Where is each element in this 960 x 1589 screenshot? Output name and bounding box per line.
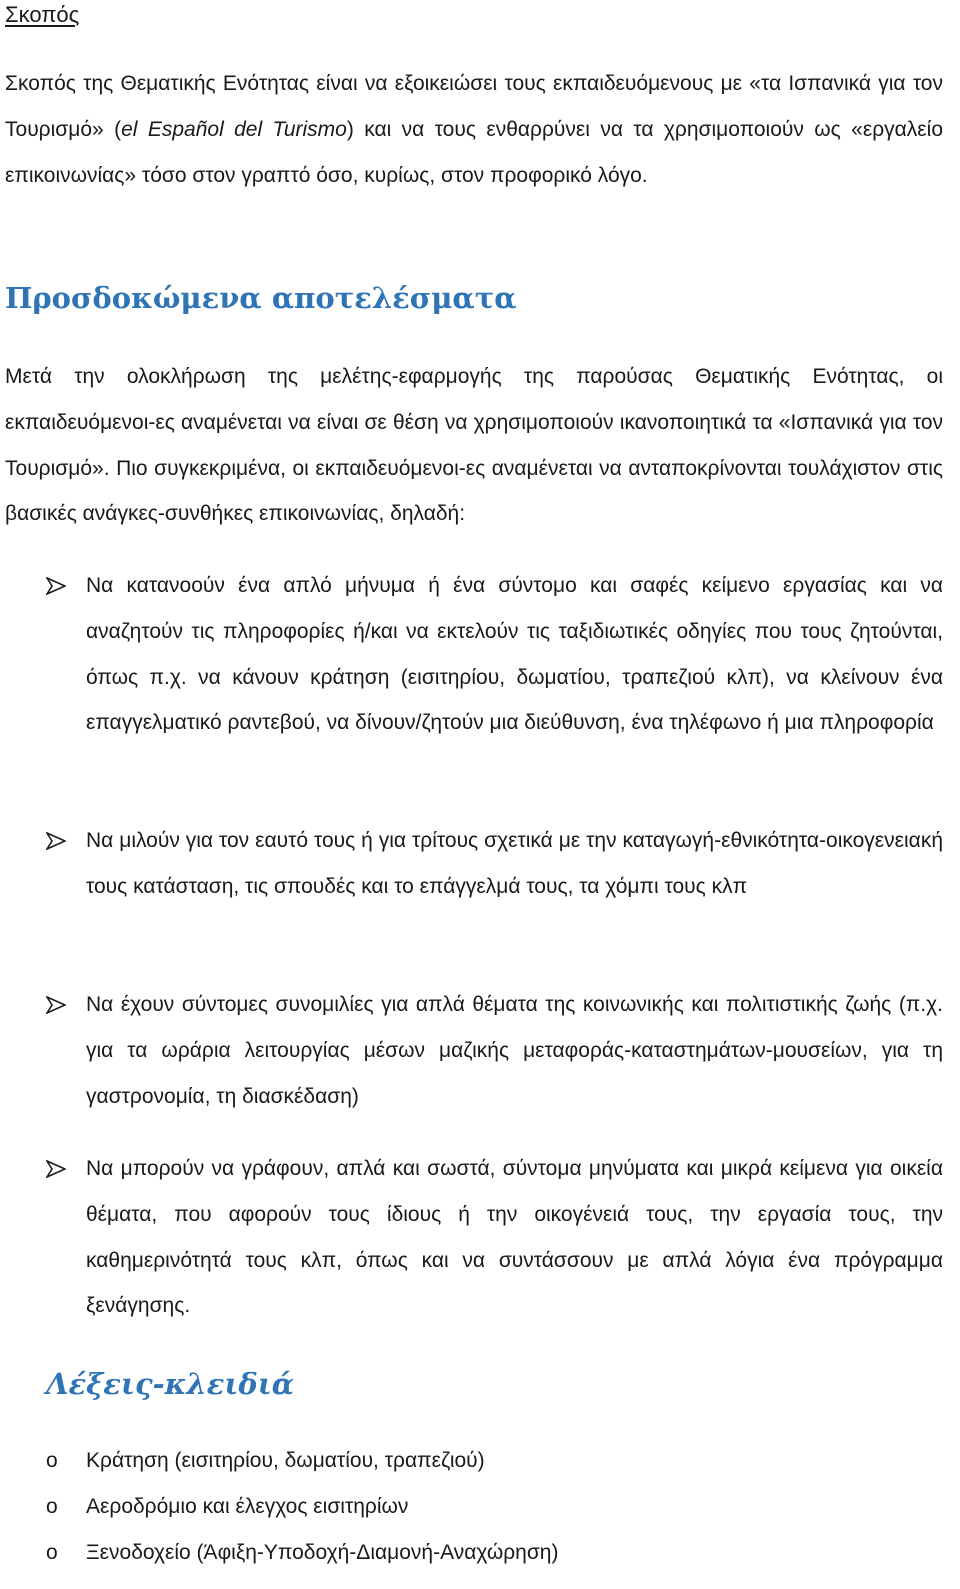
circle-bullet-icon: o <box>46 1541 58 1564</box>
outcome-bullet-text: Να κατανοούν ένα απλό μήνυμα ή ένα σύντομο και σαφές κείμενο εργασίας και να αναζητούν τις πληροφορίες ή/και να εκτελούν τις ταξιδιωτικές οδηγίες που τους ζητούνται, όπως π.χ. να κάνουν κράτηση (εισιτηρίου, δωματίου, τραπεζιού κλπ), να κλείνουν ένα επαγγελματικό ραντεβού, να δίνουν/ζητούν μια διεύθυνση, ένα τηλέφωνο ή μια πληροφορία <box>86 574 943 735</box>
keyword-item <box>46 1484 408 1530</box>
outcome-bullet-text: Να μιλούν για τον εαυτό τους ή για τρίτους σχετικά με την καταγωγή-εθνικότητα-οικογενειακή τους κατάσταση, τις σπουδές και το επάγγελμά τους, τα χόμπι τους κλπ <box>86 829 943 898</box>
outcome-bullet <box>46 563 943 746</box>
keyword-text: Ξενοδοχείο (Άφιξη-Υποδοχή-Διαμονή-Αναχώρηση) <box>86 1541 559 1564</box>
arrowhead-bullet-icon <box>46 1146 66 1192</box>
purpose-text-start: Σκοπός της Θεματικής Ενότητας είναι να εξοικειώσει τους εκπαιδευόμενους με «τα Ισπανικά για τον Τουρισμό» ( <box>5 72 943 141</box>
outcome-bullet-text: Να έχουν σύντομες συνομιλίες για απλά θέματα της κοινωνικής και πολιτιστικής ζωής (π.χ. για τα ωράρια λειτουργίας μέσων μαζικής μεταφοράς-καταστημάτων-μουσείων, για τη γαστρονομία, τη διασκέδαση) <box>86 993 943 1108</box>
arrowhead-bullet-icon <box>46 818 66 864</box>
purpose-label: Σκοπός <box>5 2 80 27</box>
keyword-text: Αεροδρόμιο και έλεγχος εισιτηρίων <box>86 1495 409 1518</box>
purpose-text-italic: el Español del Turismo <box>121 117 347 141</box>
keyword-item <box>46 1438 485 1484</box>
outcome-bullet <box>46 1146 943 1329</box>
purpose-text-end: ) και να τους ενθαρρύνει να τα χρησιμοποιούν ως «εργαλείο επικοινωνίας» τόσο στον γραπτό όσο, κυρίως, στον προφορικό λόγο. <box>5 117 943 187</box>
arrowhead-bullet-icon <box>46 982 66 1028</box>
outcome-bullet <box>46 818 943 910</box>
keyword-text: Κράτηση (εισιτηρίου, δωματίου, τραπεζιού) <box>86 1449 485 1472</box>
outcomes-heading: Προσδοκώμενα αποτελέσματα <box>5 281 517 315</box>
keywords-heading: Λέξεις-κλειδιά <box>46 1367 295 1401</box>
outcome-bullet-text: Να μπορούν να γράφουν, απλά και σωστά, σύντομα μηνύματα και μικρά κείμενα για οικεία θέματα, που αφορούν τους ίδιους ή την οικογένειά τους, την εργασία τους, την καθημερινότητά τους κλπ, όπως και να συντάσσουν με απλά λόγια ένα πρόγραμμα ξενάγησης. <box>86 1157 943 1318</box>
outcome-bullet <box>46 982 943 1119</box>
purpose-paragraph <box>5 61 943 198</box>
circle-bullet-icon: o <box>46 1449 58 1472</box>
outcomes-intro: Μετά την ολοκλήρωση της μελέτης-εφαρμογής της παρούσας Θεματικής Ενότητας, οι εκπαιδευόμενοι-ες αναμένεται να είναι σε θέση να χρησιμοποιούν ικανοποιητικά τα «Ισπανικά για τον Τουρισμό». Πιο συγκεκριμένα, οι εκπαιδευόμενοι-ες αναμένεται να ανταποκρίνονται τουλάχιστον στις βασικές ανάγκες-συνθήκες επικοινωνίας, δηλαδή: <box>5 365 943 526</box>
arrowhead-bullet-icon <box>46 563 66 609</box>
keyword-item <box>46 1530 558 1576</box>
circle-bullet-icon: o <box>46 1495 58 1518</box>
